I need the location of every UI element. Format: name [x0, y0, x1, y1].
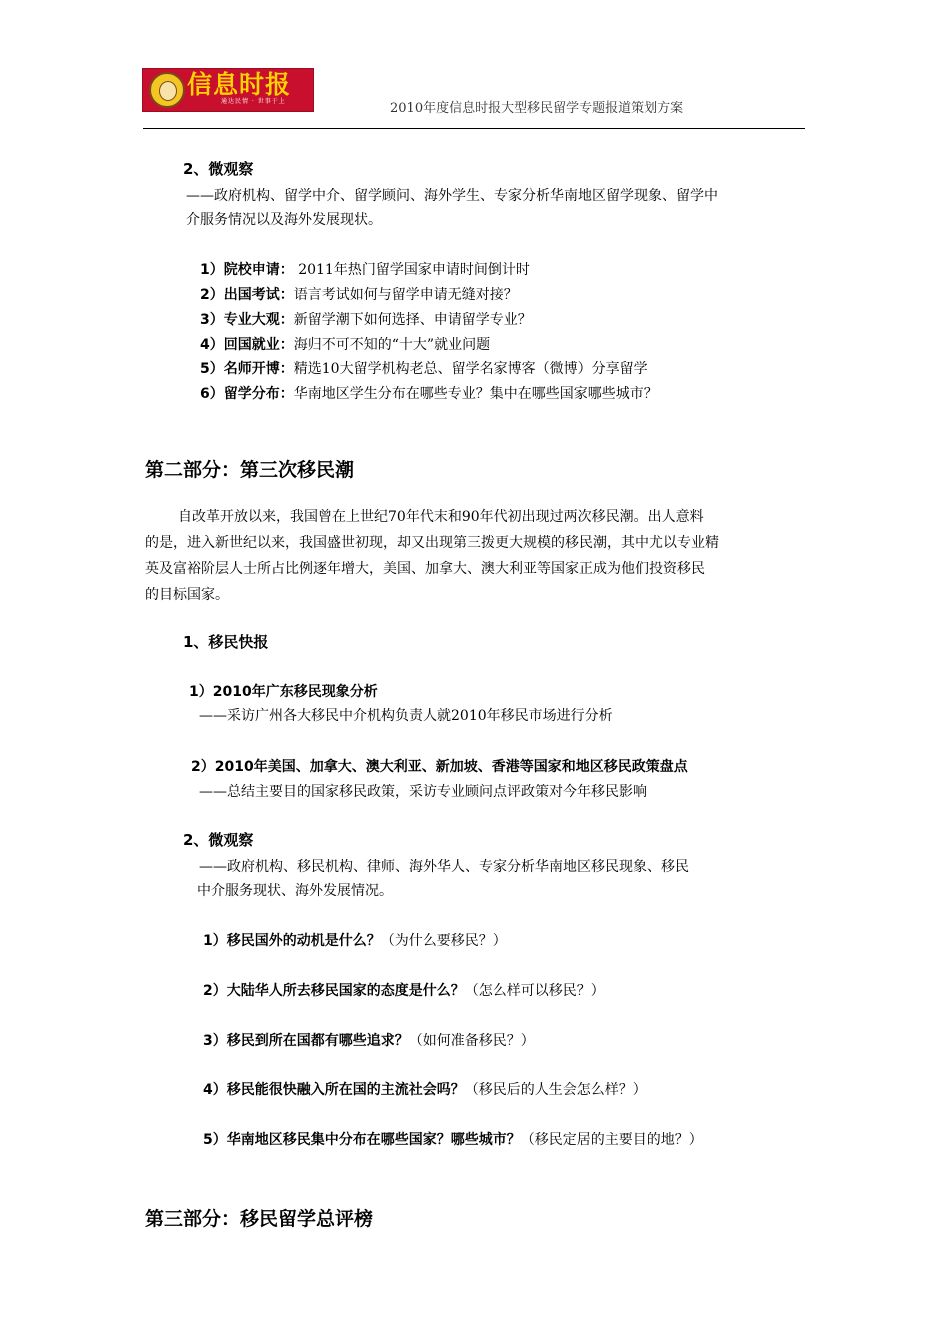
section1-micro-desc-line1: ——政府机构、留学中介、留学顾问、海外学生、专家分析华南地区留学现象、留学中	[186, 188, 718, 204]
section1-item: 2）出国考试：语言考试如何与留学申请无缝对接？	[200, 287, 518, 303]
section1-item: 6）留学分布：华南地区学生分布在哪些专业？集中在哪些国家哪些城市？	[200, 386, 658, 402]
news-item2-desc: ——总结主要目的国家移民政策，采访专业顾问点评政策对今年移民影响	[199, 784, 647, 800]
part2-micro-item: 3）移民到所在国都有哪些追求？（如何准备移民？）	[203, 1033, 535, 1049]
news-item1-desc: ——采访广州各大移民中介机构负责人就2010年移民市场进行分析	[199, 708, 613, 724]
part2-intro-line: 自改革开放以来，我国曾在上世纪70年代末和90年代初出现过两次移民潮。出人意料	[178, 509, 704, 525]
part2-title: 第二部分：第三次移民潮	[145, 459, 355, 481]
part3-title: 第三部分：移民留学总评榜	[145, 1208, 374, 1230]
section1-item: 4）回国就业：海归不可不知的“十大”就业问题	[200, 337, 491, 353]
section1-micro-heading: 2、微观察	[183, 160, 254, 178]
part2-intro-line: 英及富裕阶层人士所占比例逐年增大，美国、加拿大、澳大利亚等国家正成为他们投资移民	[145, 561, 705, 577]
newspaper-logo	[142, 68, 314, 112]
part2-micro-item: 2）大陆华人所去移民国家的态度是什么？（怎么样可以移民？）	[203, 983, 605, 999]
document-header-title: 2010年度信息时报大型移民留学专题报道策划方案	[390, 101, 684, 116]
logo-title: 信息时报	[187, 70, 292, 99]
news-item2-title: 2）2010年美国、加拿大、澳大利亚、新加坡、香港等国家和地区移民政策盘点	[191, 759, 688, 775]
part2-micro-item: 1）移民国外的动机是什么？（为什么要移民？）	[203, 933, 507, 949]
part2-micro-desc-line1: ——政府机构、移民机构、律师、海外华人、专家分析华南地区移民现象、移民	[199, 859, 689, 875]
lion-emblem-icon	[149, 72, 185, 108]
logo-slogan: 通达民情 · 世事于上	[221, 98, 286, 105]
header-divider	[143, 128, 805, 129]
immigration-news-heading: 1、移民快报	[183, 633, 269, 651]
part2-micro-heading: 2、微观察	[183, 831, 254, 849]
part2-intro-line: 的是，进入新世纪以来，我国盛世初现，却又出现第三拨更大规模的移民潮，其中尤以专业精	[145, 535, 719, 551]
part2-micro-item: 4）移民能很快融入所在国的主流社会吗？（移民后的人生会怎么样？）	[203, 1082, 647, 1098]
section1-item: 3）专业大观：新留学潮下如何选择、申请留学专业？	[200, 312, 532, 328]
section1-micro-desc-line2: 介服务情况以及海外发展现状。	[186, 212, 382, 228]
part2-intro-line: 的目标国家。	[145, 587, 229, 603]
section1-item: 5）名师开博：精选10大留学机构老总、留学名家博客（微博）分享留学	[200, 361, 648, 377]
part2-micro-item: 5）华南地区移民集中分布在哪些国家？哪些城市？（移民定居的主要目的地？）	[203, 1132, 703, 1148]
part2-micro-desc-line2: 中介服务现状、海外发展情况。	[197, 883, 393, 899]
section1-item: 1）院校申请： 2011年热门留学国家申请时间倒计时	[200, 262, 530, 278]
news-item1-title: 1）2010年广东移民现象分析	[189, 684, 378, 700]
